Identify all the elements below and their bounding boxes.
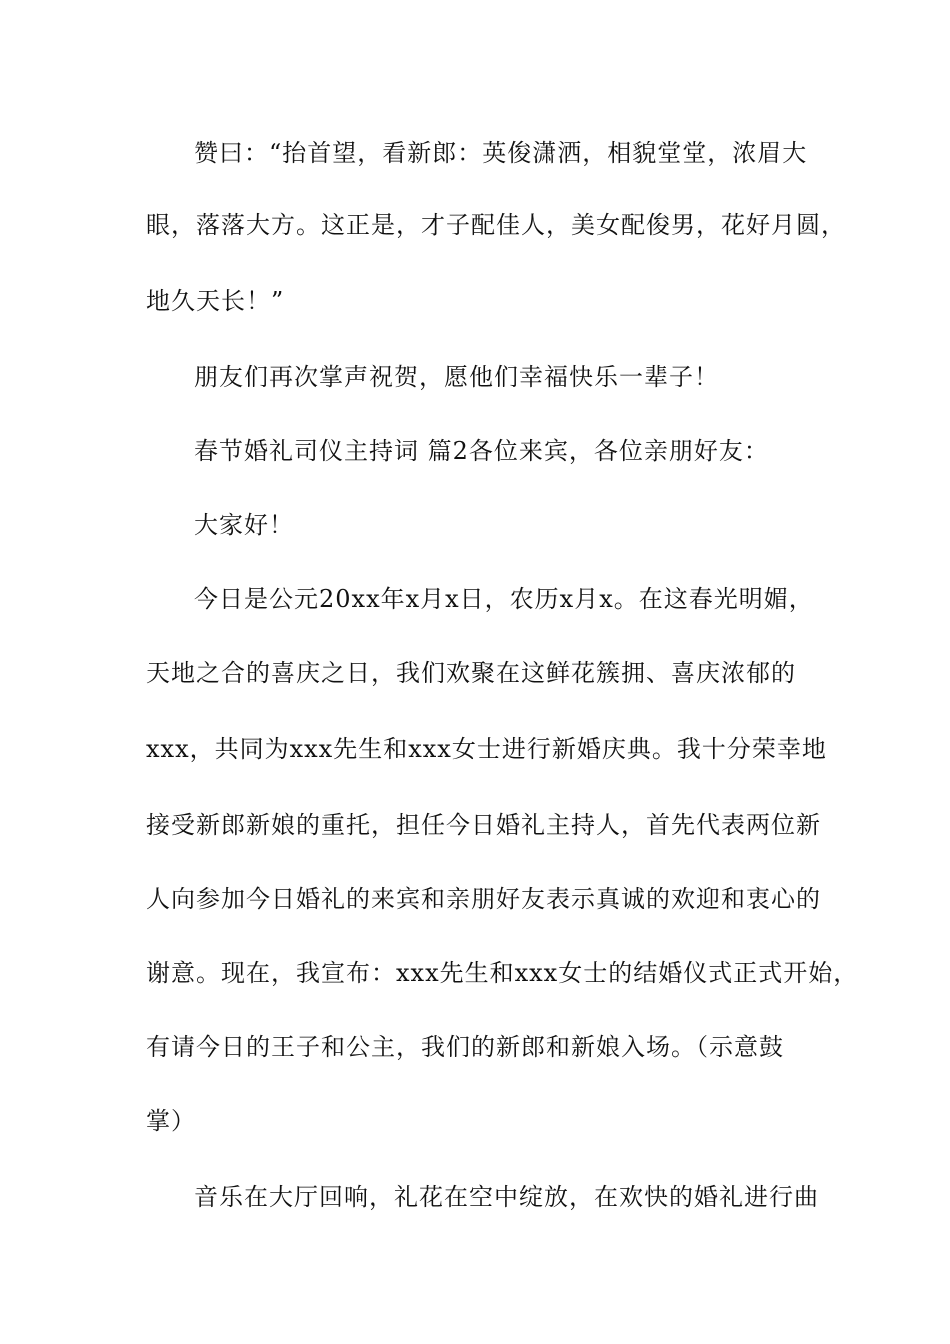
text-line: 接受新郎新娘的重托，担任今日婚礼主持人，首先代表两位新 [146,811,821,839]
text-line: 音乐在大厅回响，礼花在空中绽放，在欢快的婚礼进行曲 [194,1183,819,1211]
text-line: 春节婚礼司仪主持词 篇2各位来宾，各位亲朋好友： [194,437,769,465]
text-line: 眼，落落大方。这正是，才子配佳人，美女配俊男，花好月圆， [146,211,846,239]
text-line: 朋友们再次掌声祝贺，愿他们幸福快乐一辈子！ [194,363,719,391]
text-line: 大家好！ [194,511,294,539]
text-line: 谢意。现在，我宣布：xxx先生和xxx女士的结婚仪式正式开始， [146,959,859,987]
text-line: 人向参加今日婚礼的来宾和亲朋好友表示真诚的欢迎和衷心的 [146,885,821,913]
text-line: 掌） [146,1107,196,1135]
text-line: 地久天长！” [146,287,285,315]
text-line: 今日是公元20xx年x月x日，农历x月x。在这春光明媚， [194,585,814,613]
text-line: 赞曰：“抬首望，看新郎：英俊潇洒，相貌堂堂，浓眉大 [194,139,808,167]
text-line: 有请今日的王子和公主，我们的新郎和新娘入场。（示意鼓 [146,1033,784,1061]
text-line: 天地之合的喜庆之日，我们欢聚在这鲜花簇拥、喜庆浓郁的 [146,659,796,687]
text-line: xxx，共同为xxx先生和xxx女士进行新婚庆典。我十分荣幸地 [146,735,827,763]
